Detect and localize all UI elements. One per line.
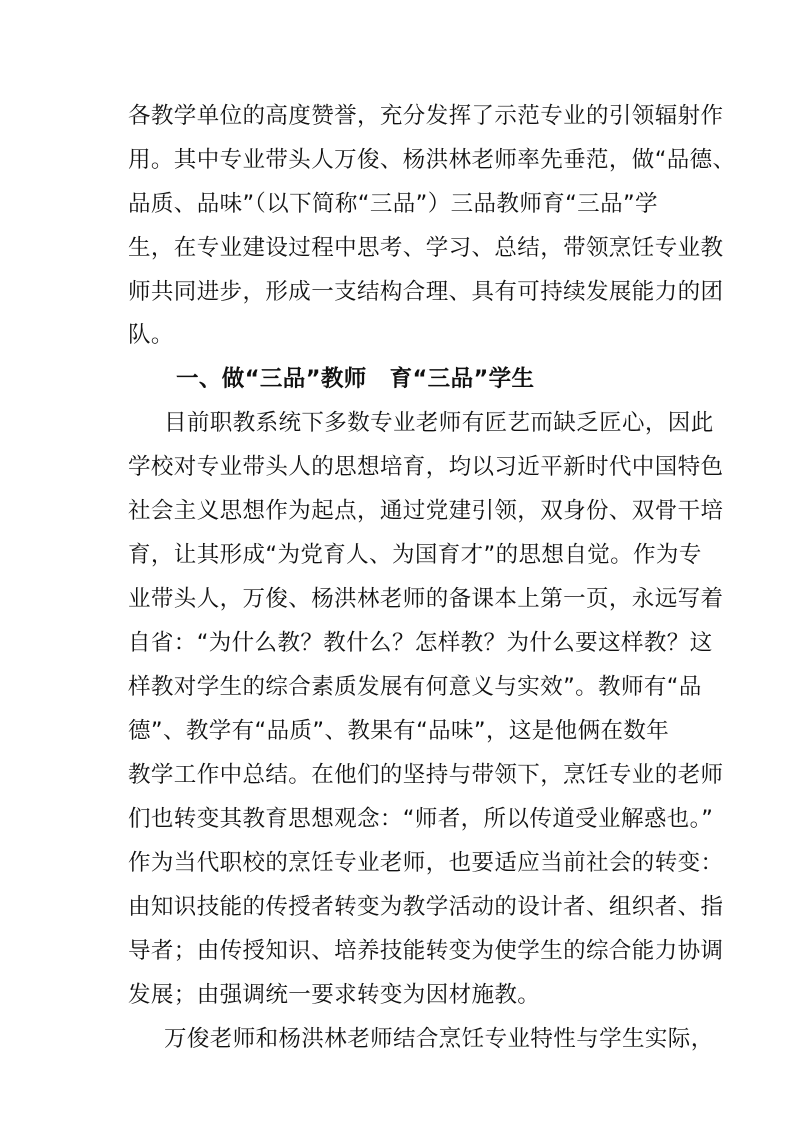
paragraph-line: 发展；由强调统一要求转变为因材施教。 xyxy=(128,982,541,1008)
paragraph-line: 自省：“为什么教？教什么？怎样教？为什么要这样教？这 xyxy=(128,630,713,656)
paragraph-line: 用。其中专业带头人万俊、杨洪林老师率先垂范，做“品德、 xyxy=(128,147,736,173)
paragraph-line: 师共同进步，形成一支结构合理、具有可持续发展能力的团 xyxy=(128,279,724,305)
paragraph-line: 教学工作中总结。在他们的坚持与带领下，烹饪专业的老师 xyxy=(128,762,724,788)
paragraph-line: 德”、教学有“品质”、教果有“品味”，这是他俩在数年 xyxy=(128,718,670,744)
paragraph-line: 学校对专业带头人的思想培育，均以习近平新时代中国特色 xyxy=(128,454,724,480)
paragraph-line: 业带头人，万俊、杨洪林老师的备课本上第一页，永远写着 xyxy=(128,586,724,612)
paragraph-line: 育，让其形成“为党育人、为国育才”的思想自觉。作为专 xyxy=(128,542,702,568)
section-heading: 一、做“三品”教师 育“三品”学生 xyxy=(176,366,535,392)
paragraph-line: 目前职教系统下多数专业老师有匠艺而缺乏匠心，因此 xyxy=(164,410,714,436)
paragraph-line: 万俊老师和杨洪林老师结合烹饪专业特性与学生实际， xyxy=(164,1026,714,1052)
paragraph-line: 导者；由传授知识、培养技能转变为使学生的综合能力协调 xyxy=(128,938,724,964)
paragraph-line: 由知识技能的传授者转变为教学活动的设计者、组织者、指 xyxy=(128,894,724,920)
paragraph-line: 社会主义思想作为起点，通过党建引领，双身份、双骨干培 xyxy=(128,498,724,524)
paragraph-line: 作为当代职校的烹饪专业老师，也要适应当前社会的转变： xyxy=(128,850,724,876)
paragraph-line: 品质、品味”（以下简称“三品”）三品教师育“三品”学 xyxy=(128,191,658,217)
paragraph-line: 队。 xyxy=(128,322,174,348)
paragraph-line: 们也转变其教育思想观念：“师者，所以传道受业解惑也。” xyxy=(128,806,714,832)
paragraph-line: 样教对学生的综合素质发展有何意义与实效”。教师有“品 xyxy=(128,674,702,700)
paragraph-line: 生，在专业建设过程中思考、学习、总结，带领烹饪专业教 xyxy=(128,235,724,261)
paragraph-line: 各教学单位的高度赞誉，充分发挥了示范专业的引领辐射作 xyxy=(128,103,724,129)
